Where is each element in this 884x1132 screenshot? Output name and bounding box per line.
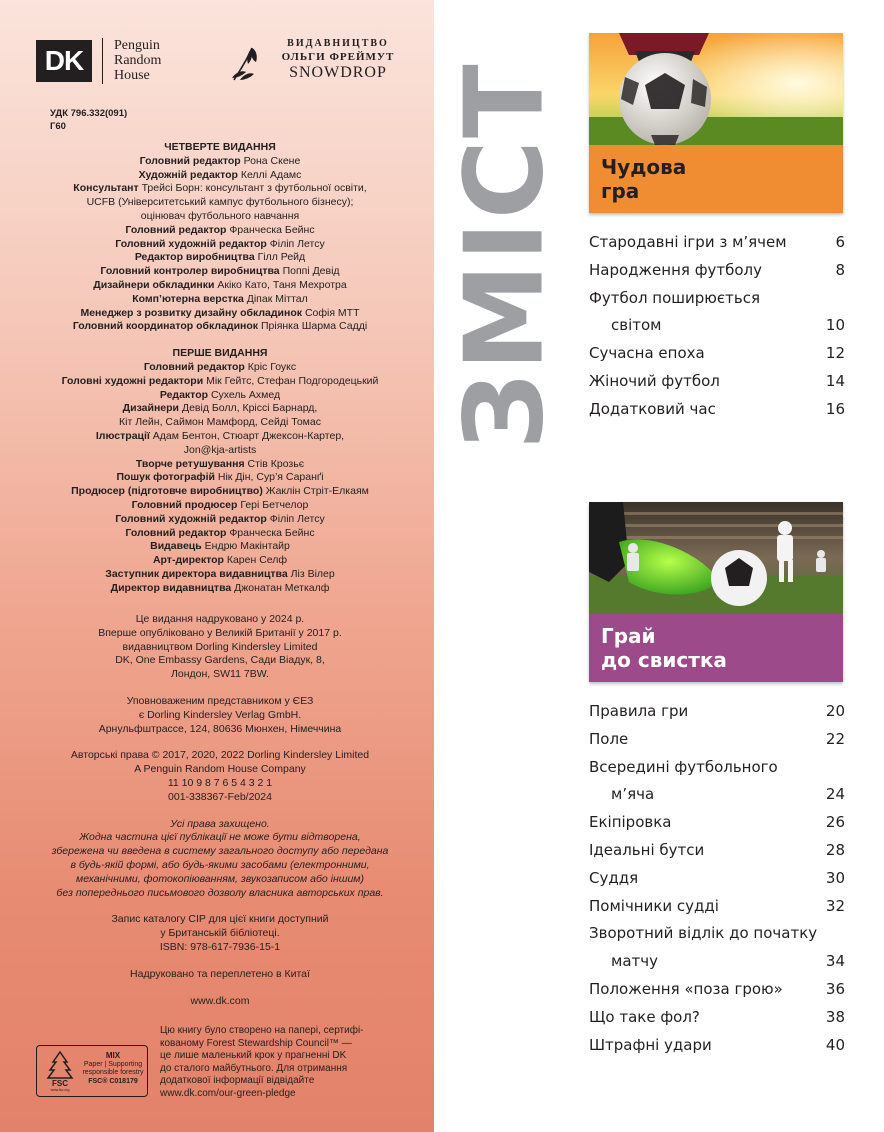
credit-role: Видавець [150, 540, 202, 553]
credit-name: Акіко Като, Таня Мехротра [217, 278, 347, 291]
credit-role: Заступник директора видавництва [105, 567, 288, 580]
toc-entry[interactable] [589, 1008, 845, 1036]
credit-row [20, 389, 420, 403]
credit-name: Кіт Лейн, Саймон Мамфорд, Сейді Томас [119, 416, 321, 429]
credit-row [20, 568, 420, 582]
credit-name: Жаклін Стріт-Елкаям [265, 485, 369, 498]
credit-role: Редактор виробництва [134, 251, 255, 264]
credit-row [20, 196, 420, 210]
toc-entry-title: Футбол поширюється [589, 288, 760, 307]
credit-role: Головний продюсер [131, 498, 238, 511]
section-card-play-to-whistle [589, 502, 843, 682]
toc-entry-page: 40 [825, 1035, 845, 1054]
toc-entry-title: м’яча [611, 785, 655, 804]
credit-role: Головний редактор [139, 154, 241, 167]
text-line: це лише маленький крок у прагненні DK [160, 1050, 347, 1061]
toc-entry-title: Екіпіровка [589, 813, 672, 832]
credit-role: Консультант [73, 182, 139, 195]
toc-entry[interactable] [589, 233, 845, 261]
credit-row [20, 471, 420, 485]
credit-row [20, 279, 420, 293]
text-line: 11 10 9 8 7 6 5 4 3 2 1 [167, 776, 273, 789]
credit-row [20, 540, 420, 554]
toc-entry[interactable] [589, 372, 845, 400]
credit-role: Творче ретушування [135, 457, 245, 470]
credit-row [20, 307, 420, 321]
credit-row [20, 169, 420, 183]
text-line: збережена чи введена в систему загального доступу або передана [51, 845, 389, 858]
imprint-page [0, 0, 434, 1132]
toc-entry[interactable] [589, 869, 845, 897]
credit-role: Головні художні редактори [61, 374, 204, 387]
toc-entry-page: 12 [825, 344, 845, 363]
text-line: Арнульфштрассе, 124, 80636 Мюнхен, Німеччина [98, 722, 342, 735]
toc-entry-title: Штрафні удари [589, 1035, 712, 1054]
toc-entry-title: Жіночий футбол [589, 371, 720, 390]
toc-entry[interactable] [589, 785, 845, 813]
toc-entry-page: 24 [825, 785, 845, 804]
credit-row [20, 320, 420, 334]
credit-name: Діпак Міттал [246, 292, 308, 305]
text-line: Жодна частина цієї публікації не може бути відтворена, [79, 831, 361, 844]
cip-info [20, 913, 420, 954]
credit-row [20, 485, 420, 499]
copyright-info [20, 749, 420, 804]
text-line: кованому Forest Stewardship Council™ — [160, 1037, 352, 1049]
text-line: Усі права захищено. [170, 817, 270, 830]
toc-entry-page: 14 [825, 371, 845, 390]
toc-entry[interactable] [589, 289, 845, 317]
text-line: 001-338367-Feb/2024 [168, 790, 272, 803]
credit-role: Менеджер з розвитку дизайну обкладинок [80, 306, 303, 319]
text-line: до сталого майбутнього. Для отримання [160, 1062, 348, 1074]
football-sunset-photo [589, 33, 843, 145]
credit-name: Нік Дін, Сур’я Саранґі [217, 471, 324, 484]
first-edition-title: ПЕРШЕ ВИДАННЯ [172, 347, 268, 360]
text-line: www.dk.com/our-green-pledge [160, 1087, 296, 1099]
credit-row [20, 430, 420, 444]
toc-entry-page: 26 [825, 813, 845, 832]
credit-role: Директор видавництва [110, 581, 232, 594]
toc-entry[interactable] [589, 316, 845, 344]
credit-role: Арт-директор [152, 554, 224, 567]
toc-entry-title: Народження футболу [589, 260, 763, 279]
football-match-photo [589, 502, 843, 614]
credit-name: Ліз Вілер [290, 567, 335, 580]
credit-role: Головний координатор обкладинок [72, 320, 259, 333]
credit-row [20, 238, 420, 252]
fsc-mix-label: MIX Paper | Supporting responsible forestry FSC® C018179 [82, 1051, 144, 1085]
udk-code: УДК 796.332(091) Г60 [50, 108, 128, 132]
text-line: в будь-якій формі, або будь-якими засобами (електронними, [70, 858, 370, 871]
toc-entry-title: Ідеальні бутси [589, 840, 705, 859]
toc-entry-title: Положення «поза грою» [589, 979, 783, 998]
toc-entry-page: 8 [835, 260, 845, 279]
credit-name: Келлі Адамс [240, 168, 302, 181]
toc-entry-title: Суддя [589, 868, 639, 887]
toc-entry[interactable] [589, 400, 845, 428]
dk-url: www.dk.com [190, 994, 250, 1007]
toc-entry-page: 34 [825, 952, 845, 971]
credit-row [20, 210, 420, 224]
first-edition-credits [20, 361, 420, 596]
credit-role: Дизайнери [122, 402, 180, 415]
toc-entry-page: 22 [825, 729, 845, 748]
credit-row [20, 444, 420, 458]
credit-row [20, 527, 420, 541]
fourth-edition-title: ЧЕТВЕРТЕ ВИДАННЯ [164, 141, 276, 153]
toc-entry-title: Що таке фол? [589, 1007, 700, 1026]
credit-name: Кріс Гоукс [247, 360, 297, 373]
text-line: видавництвом Dorling Kindersley Limited [122, 640, 318, 653]
credit-role: Головний художній редактор [115, 512, 267, 525]
credit-row [20, 155, 420, 169]
section-title-great-game: Чудова гра [601, 155, 687, 203]
toc-entry-page: 32 [825, 896, 845, 915]
toc-entry-page: 10 [825, 316, 845, 335]
toc-entry-title: Зворотний відлік до початку [589, 924, 818, 943]
credit-name: Пріянка Шарма Садді [260, 320, 368, 333]
credit-row [20, 251, 420, 265]
toc-entry-title: Правила гри [589, 702, 689, 720]
fsc-tree-icon [45, 1050, 75, 1092]
toc-section-2 [589, 702, 845, 1063]
toc-entry-title: Поле [589, 729, 629, 748]
toc-entry[interactable] [589, 924, 845, 952]
credit-name: Сухель Ахмед [210, 388, 281, 401]
toc-entry[interactable] [589, 261, 845, 289]
credit-row [20, 416, 420, 430]
green-pledge-note [160, 1025, 400, 1100]
toc-entry-page: 20 [825, 702, 845, 720]
text-line: Уповноваженим представником у ЄЕЗ [126, 694, 314, 707]
toc-section-1 [589, 233, 845, 428]
toc-entry[interactable] [589, 702, 845, 730]
toc-entry-title: Додатковий час [589, 399, 716, 418]
credit-name: Софія МТТ [304, 306, 360, 319]
toc-entry[interactable] [589, 841, 845, 869]
contents-title-text: ЗМІСТ [443, 62, 569, 450]
toc-entry-title: Всередині футбольного [589, 757, 778, 776]
credit-name: Франческа Бейнс [229, 526, 315, 539]
credit-name: Трейсі Борн: консультант з футбольної освіти, [141, 182, 367, 195]
toc-entry[interactable] [589, 897, 845, 925]
toc-entry[interactable] [589, 758, 845, 786]
credit-row [20, 182, 420, 196]
section-card-great-game [589, 33, 843, 213]
snowdrop-flower-icon [230, 42, 264, 82]
toc-entry[interactable] [589, 813, 845, 841]
credit-row [20, 293, 420, 307]
credit-role: Головний редактор [125, 223, 227, 236]
text-line: є Dorling Kindersley Verlag GmbH. [138, 708, 302, 721]
toc-entry-title: Сучасна епоха [589, 344, 705, 363]
toc-entry[interactable] [589, 952, 845, 980]
credit-role: Художній редактор [138, 168, 238, 181]
logo-divider [102, 38, 103, 84]
toc-entry[interactable] [589, 344, 845, 372]
credit-name: Філіп Летсу [269, 237, 325, 250]
toc-entry-page: 6 [835, 233, 845, 251]
section-band-purple [589, 614, 843, 682]
credit-role: Продюсер (підготовче виробництво) [71, 485, 263, 498]
credit-row [20, 224, 420, 238]
toc-entry-page: 38 [825, 1007, 845, 1026]
credit-name: Поппі Девід [282, 265, 340, 278]
text-line: у Британській бібліотеці. [160, 927, 280, 940]
credit-name: Джонатан Меткалф [234, 581, 330, 594]
text-line: механічними, фотокопіюванням, звукозаписом або іншим) [76, 872, 364, 885]
text-line: ISBN: 978-617-7936-15-1 [159, 940, 281, 953]
credit-name: Франческа Бейнс [229, 223, 315, 236]
credit-name: Jon@kja-artists [183, 443, 257, 456]
credit-row [20, 361, 420, 375]
credit-role: Дизайнери обкладинки [93, 278, 215, 291]
text-line: Це видання надруковано у 2024 р. [135, 613, 305, 625]
credit-name: UCFB (Університетський кампус футбольного бізнесу); [86, 196, 354, 209]
toc-entry-title: матчу [611, 952, 658, 971]
text-line: Лондон, SW11 7BW. [171, 668, 269, 681]
credit-name: Філіп Летсу [269, 512, 325, 525]
credit-role: Головний контролер виробництва [100, 265, 280, 278]
text-line: A Penguin Random House Company [134, 763, 306, 776]
credit-name: Адам Бентон, Стюарт Джексон-Картер, [152, 429, 345, 442]
credit-name: Рона Скене [243, 154, 301, 167]
section-band-orange [589, 145, 843, 213]
fourth-edition-credits [20, 155, 420, 334]
toc-entry-title: Помічники судді [589, 896, 719, 915]
text-line: Авторські права © 2017, 2020, 2022 Dorling Kindersley Limited [70, 749, 370, 762]
credit-row [20, 458, 420, 472]
credit-role: Комп’ютерна верстка [132, 292, 244, 305]
fsc-badge [36, 1045, 148, 1097]
toc-entry-title: світом [611, 316, 662, 335]
text-line: DK, One Embassy Gardens, Сади Віадук, 8, [115, 654, 325, 667]
credits-block [20, 141, 420, 596]
text-line: Вперше опубліковано у Великій Британії у 2017 р. [98, 626, 342, 639]
text-line: Цю книгу було створено на папері, сертифі- [160, 1025, 364, 1036]
credit-row [20, 499, 420, 513]
credit-role: Головний редактор [143, 360, 245, 373]
credit-role: Пошук фотографій [116, 471, 215, 484]
credit-name: Ендрю Макінтайр [204, 540, 290, 553]
credit-name: Гері Бетчелор [240, 498, 309, 511]
svg-text:FSC: FSC [52, 1079, 68, 1088]
text-line: Запис каталогу CIP для цієї книги доступний [111, 913, 329, 926]
text-line: без попереднього письмового дозволу власника авторських прав. [56, 886, 384, 899]
printing-info [20, 613, 420, 682]
credit-role: Головний художній редактор [115, 237, 267, 250]
printed-in-china: Надруковано та переплетено в Китаї [130, 967, 310, 980]
credit-row [20, 582, 420, 596]
svg-text:www.fsc.org: www.fsc.org [50, 1088, 70, 1092]
credit-role: Ілюстрації [95, 429, 150, 442]
toc-entry-page: 28 [825, 840, 845, 859]
toc-entry[interactable] [589, 730, 845, 758]
credit-name: Карен Селф [226, 554, 288, 567]
eu-representative [20, 695, 420, 736]
credit-name: Мік Гейтс, Стефан Подгородецький [206, 374, 379, 387]
publisher-logos [36, 38, 406, 88]
contents-title [443, 30, 569, 482]
credit-row [20, 513, 420, 527]
snowdrop-logo-text: ВИДАВНИЦТВО ОЛЬГИ ФРЕЙМУТ SNOWDROP [281, 38, 395, 81]
credit-name: Девід Болл, Кріссі Барнард, [181, 402, 318, 415]
toc-entry-page: 16 [825, 399, 845, 418]
toc-entry-title: Стародавні ігри з м’ячем [589, 233, 787, 251]
penguin-random-house-logo: Penguin Random House [114, 38, 162, 83]
credit-name: Гілл Рейд [257, 251, 306, 264]
credit-name: оцінювач футбольного навчання [140, 209, 300, 222]
credit-name: Стів Крозьє [247, 457, 305, 470]
toc-entry-page: 36 [825, 979, 845, 998]
credit-role: Головний редактор [125, 526, 227, 539]
toc-entry-page: 30 [825, 868, 845, 887]
rights-notice [20, 818, 420, 901]
credit-row [20, 402, 420, 416]
credit-row [20, 375, 420, 389]
credit-role: Редактор [159, 388, 209, 401]
dk-logo: DK [36, 40, 92, 82]
section-title-play-to-whistle: Грай до свистка [601, 624, 727, 672]
credit-row [20, 554, 420, 568]
toc-entry[interactable] [589, 980, 845, 1008]
toc-entry[interactable] [589, 1036, 845, 1064]
imprint-block [20, 613, 420, 1021]
text-line: додаткової інформації відвідайте [160, 1075, 315, 1086]
credit-row [20, 265, 420, 279]
